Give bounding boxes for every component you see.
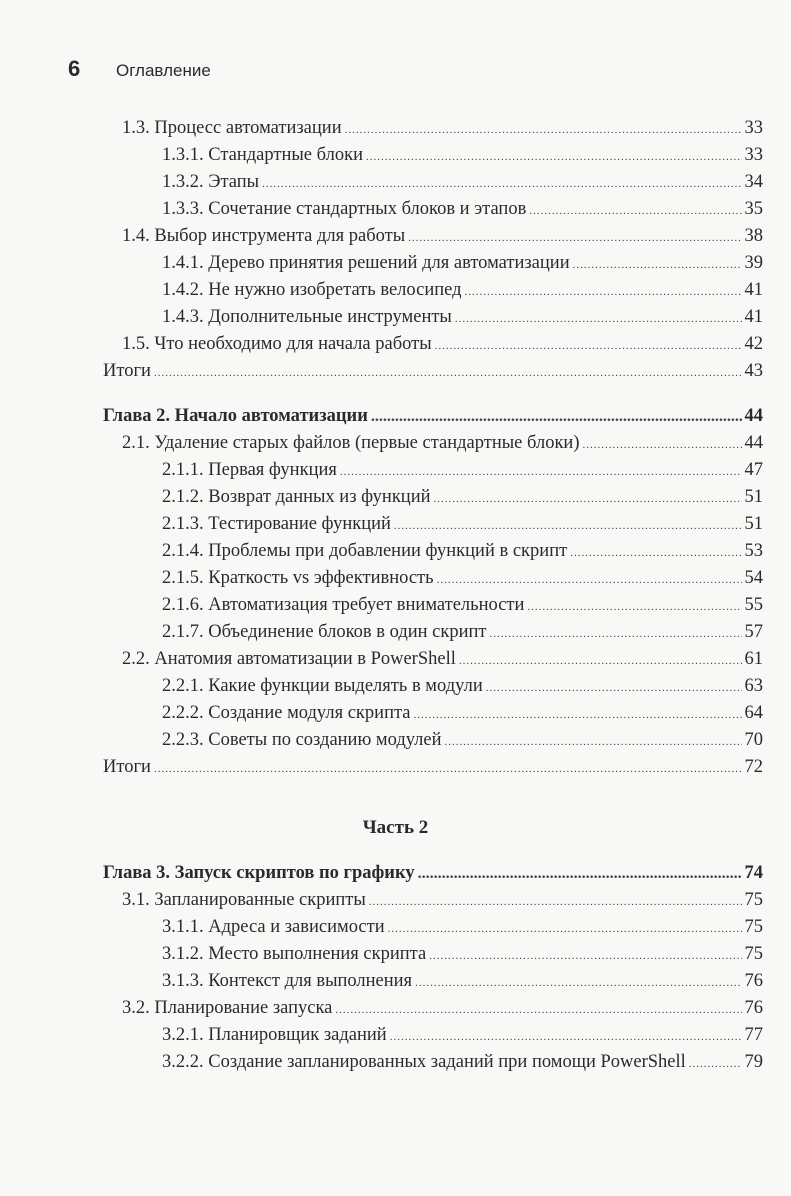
- dot-leader: [529, 205, 741, 217]
- toc-entry-page: 77: [744, 1025, 763, 1045]
- dot-leader: [394, 520, 742, 532]
- toc-entry-title: 2.1.7. Объединение блоков в один скрипт: [162, 622, 487, 642]
- toc-entry-page: 54: [744, 568, 763, 588]
- toc-entry-title: 1.3.1. Стандартные блоки: [162, 145, 363, 165]
- toc-entry[interactable]: [103, 307, 763, 334]
- dot-leader: [455, 313, 742, 325]
- toc-entry[interactable]: [103, 971, 763, 998]
- toc-entry-title: 1.3. Процесс автоматизации: [122, 118, 342, 138]
- toc-entry[interactable]: [103, 280, 763, 307]
- page-number: 6: [68, 56, 81, 81]
- dot-leader: [408, 232, 741, 244]
- dot-leader: [418, 865, 742, 883]
- toc-entry-title: 3.1.1. Адреса и зависимости: [162, 917, 385, 937]
- toc-entry-title: 2.1. Удаление старых файлов (первые стандартные блоки): [122, 433, 580, 453]
- toc-entry-page: 76: [744, 998, 763, 1018]
- toc-entry[interactable]: [103, 199, 763, 226]
- dot-leader: [434, 493, 742, 505]
- toc-entry-title: 2.2.1. Какие функции выделять в модули: [162, 676, 483, 696]
- dot-leader: [583, 439, 742, 451]
- dot-leader: [415, 977, 741, 989]
- toc-entry-page: 43: [744, 361, 763, 381]
- dot-leader: [445, 736, 742, 748]
- toc-entry-page: 34: [744, 172, 763, 192]
- toc-entry-page: 51: [744, 487, 763, 507]
- toc-entry-title: 2.2. Анатомия автоматизации в PowerShell: [122, 649, 456, 669]
- dot-leader: [486, 682, 742, 694]
- toc-entry-title: 2.2.3. Советы по созданию модулей: [162, 730, 442, 750]
- toc-entry-title: 3.2.1. Планировщик заданий: [162, 1025, 387, 1045]
- toc-entry-page: 75: [744, 917, 763, 937]
- dot-leader: [459, 655, 742, 667]
- toc-entry[interactable]: [103, 514, 763, 541]
- toc-entry-page: 72: [744, 757, 763, 777]
- toc-section-3: [103, 863, 763, 1079]
- toc-entry-page: 79: [744, 1052, 763, 1072]
- dot-leader: [437, 574, 742, 586]
- toc-entry[interactable]: [103, 890, 763, 917]
- toc-entry-title: Глава 2. Начало автоматизации: [103, 406, 368, 426]
- toc-entry[interactable]: [103, 334, 763, 361]
- toc-entry-page: 44: [744, 406, 763, 426]
- toc-entry-title: 3.2. Планирование запуска: [122, 998, 333, 1018]
- dot-leader: [371, 408, 742, 426]
- toc-entry[interactable]: [103, 118, 763, 145]
- toc-entry-page: 44: [744, 433, 763, 453]
- toc-section-2: [103, 406, 763, 784]
- running-header: [68, 56, 211, 82]
- toc-entry-page: 41: [744, 307, 763, 327]
- toc-entry[interactable]: [103, 568, 763, 595]
- toc-entry-page: 53: [744, 541, 763, 561]
- toc-entry-page: 55: [744, 595, 763, 615]
- dot-leader: [369, 896, 742, 908]
- toc-entry-title: 2.1.4. Проблемы при добавлении функций в скрипт: [162, 541, 568, 561]
- toc-entry-page: 35: [744, 199, 763, 219]
- dot-leader: [414, 709, 742, 721]
- toc-entry[interactable]: [103, 703, 763, 730]
- toc-entry-title: 2.1.2. Возврат данных из функций: [162, 487, 431, 507]
- dot-leader: [262, 178, 741, 190]
- toc-entry[interactable]: [103, 595, 763, 622]
- dot-leader: [154, 763, 742, 775]
- dot-leader: [390, 1031, 742, 1043]
- dot-leader: [345, 124, 742, 136]
- toc-entry-title: Итоги: [103, 361, 151, 381]
- dot-leader: [465, 286, 742, 298]
- toc-entry-title: 1.3.2. Этапы: [162, 172, 260, 192]
- dot-leader: [340, 466, 742, 478]
- toc-entry-page: 33: [744, 118, 763, 138]
- toc-entry[interactable]: [103, 226, 763, 253]
- toc-entry-title: 1.4. Выбор инструмента для работы: [122, 226, 406, 246]
- dot-leader: [490, 628, 742, 640]
- dot-leader: [388, 923, 742, 935]
- toc-entry-title: Глава 3. Запуск скриптов по графику: [103, 863, 415, 883]
- toc-entry-title: 2.1.5. Краткость vs эффективность: [162, 568, 434, 588]
- toc-entry-title: 3.1.3. Контекст для выполнения: [162, 971, 413, 991]
- dot-leader: [429, 950, 741, 962]
- toc-entry[interactable]: [103, 649, 763, 676]
- dot-leader: [689, 1058, 742, 1070]
- toc-entry-title: 2.1.1. Первая функция: [162, 460, 337, 480]
- dot-leader: [335, 1004, 741, 1016]
- toc-entry-title: 3.2.2. Создание запланированных заданий при помощи PowerShell: [162, 1052, 686, 1072]
- toc-entry[interactable]: [103, 172, 763, 199]
- toc-entry-title: 2.1.3. Тестирование функций: [162, 514, 391, 534]
- toc-chapter-entry[interactable]: [103, 863, 763, 890]
- toc-entry-page: 42: [744, 334, 763, 354]
- toc-entry[interactable]: [103, 541, 763, 568]
- toc-entry[interactable]: [103, 998, 763, 1025]
- toc-entry-page: 61: [744, 649, 763, 669]
- toc-entry-page: 74: [744, 863, 763, 883]
- toc-entry-page: 57: [744, 622, 763, 642]
- toc-entry-title: 1.5. Что необходимо для начала работы: [122, 334, 432, 354]
- toc-entry-title: 1.4.1. Дерево принятия решений для автоматизации: [162, 253, 570, 273]
- toc-entry[interactable]: [103, 361, 763, 388]
- toc-section-1: [103, 118, 763, 388]
- toc-chapter-entry[interactable]: [103, 406, 763, 433]
- toc-entry[interactable]: [103, 757, 763, 784]
- toc-entry-page: 47: [744, 460, 763, 480]
- dot-leader: [570, 547, 741, 559]
- toc-entry-page: 75: [744, 944, 763, 964]
- toc-entry[interactable]: [103, 145, 763, 172]
- dot-leader: [573, 259, 742, 271]
- toc-entry-title: 1.4.2. Не нужно изобретать велосипед: [162, 280, 462, 300]
- toc-entry-page: 75: [744, 890, 763, 910]
- toc-entry-title: 2.1.6. Автоматизация требует внимательности: [162, 595, 525, 615]
- toc-entry-page: 41: [744, 280, 763, 300]
- toc-entry[interactable]: [103, 1025, 763, 1052]
- toc-entry-title: Итоги: [103, 757, 151, 777]
- toc-entry-title: 1.3.3. Сочетание стандартных блоков и этапов: [162, 199, 527, 219]
- toc-entry[interactable]: [103, 622, 763, 649]
- toc-entry-page: 76: [744, 971, 763, 991]
- toc-entry[interactable]: [103, 253, 763, 280]
- dot-leader: [154, 367, 742, 379]
- toc-entry-page: 63: [744, 676, 763, 696]
- toc-entry[interactable]: [103, 676, 763, 703]
- toc-entry-page: 64: [744, 703, 763, 723]
- toc-entry[interactable]: [103, 460, 763, 487]
- dot-leader: [527, 601, 741, 613]
- toc-entry-title: 3.1.2. Место выполнения скрипта: [162, 944, 427, 964]
- toc-entry-page: 33: [744, 145, 763, 165]
- toc-entry[interactable]: [103, 730, 763, 757]
- part-heading: Часть 2: [362, 817, 429, 838]
- running-title: Оглавление: [116, 61, 211, 80]
- toc-entry-page: 51: [744, 514, 763, 534]
- toc-entry[interactable]: [103, 433, 763, 460]
- toc-entry-title: 1.4.3. Дополнительные инструменты: [162, 307, 452, 327]
- toc-entry[interactable]: [103, 1052, 763, 1079]
- toc-entry-page: 39: [744, 253, 763, 273]
- toc-entry-title: 2.2.2. Создание модуля скрипта: [162, 703, 411, 723]
- dot-leader: [435, 340, 742, 352]
- toc-entry-page: 70: [744, 730, 763, 750]
- toc-entry-title: 3.1. Запланированные скрипты: [122, 890, 366, 910]
- toc-entry[interactable]: [103, 917, 763, 944]
- toc-entry[interactable]: [103, 944, 763, 971]
- dot-leader: [366, 151, 742, 163]
- toc-entry[interactable]: [103, 487, 763, 514]
- toc-entry-page: 38: [744, 226, 763, 246]
